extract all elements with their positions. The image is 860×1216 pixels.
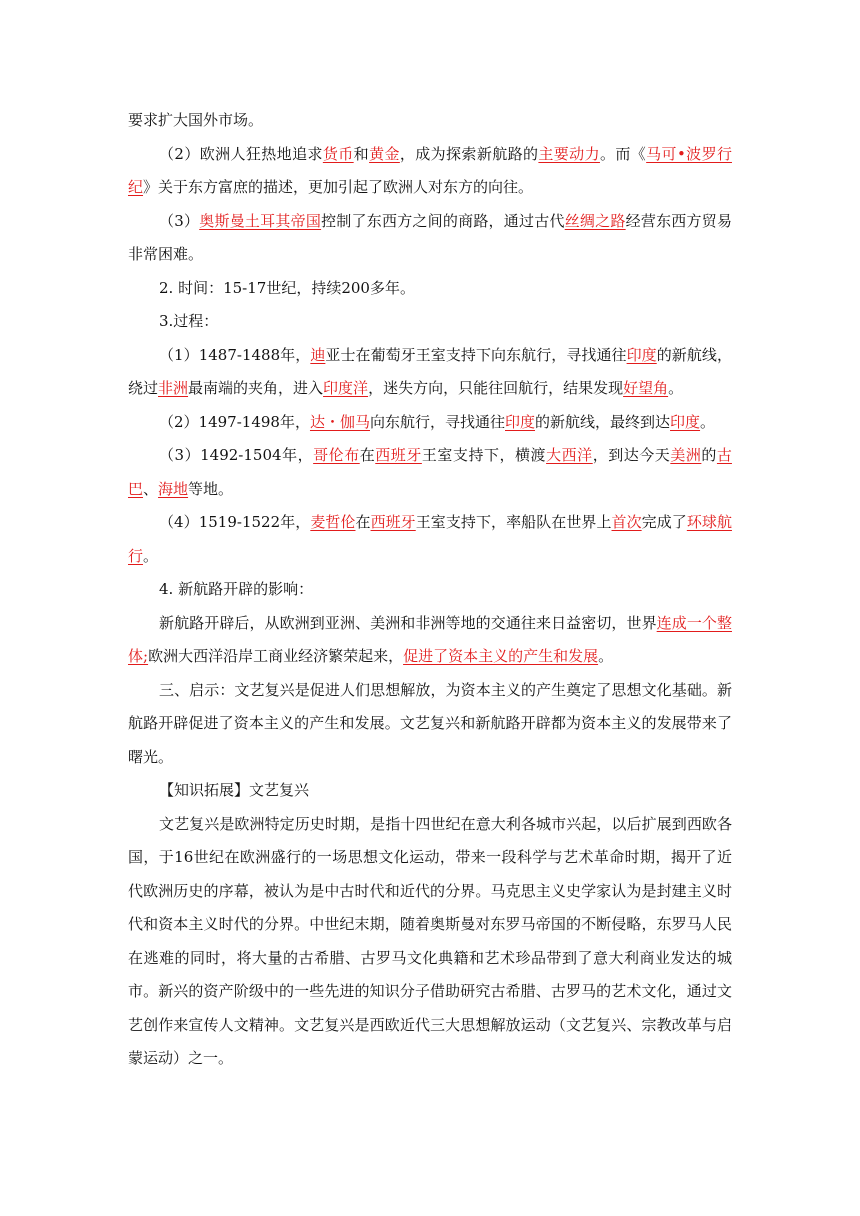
highlighted-term: 印度 — [670, 412, 701, 431]
text-run: 2. 时间：15-17世纪，持续200多年。 — [159, 278, 415, 297]
para-process-1 — [128, 339, 732, 406]
text-run: 要求扩大国外市场。 — [128, 111, 264, 129]
text-run: （1）1487-1488年， — [159, 345, 311, 364]
text-run: 向东航行，寻找通往 — [369, 412, 505, 431]
para-process-heading — [128, 305, 732, 339]
highlighted-term: 货币 — [322, 144, 354, 163]
text-run: ，成为探索新航路的 — [399, 144, 539, 163]
highlighted-term: 麦哲伦 — [310, 513, 356, 531]
document-page — [128, 104, 732, 1076]
text-run: 在 — [355, 513, 371, 531]
para-cause-3 — [128, 205, 732, 272]
highlighted-term: 西班牙 — [370, 513, 416, 531]
text-run: ，迷失方向，只能往回航行，结果发现 — [368, 379, 624, 397]
highlighted-term: 丝绸之路 — [564, 211, 626, 230]
highlighted-term: 海地 — [158, 479, 189, 498]
text-run: 完成了 — [641, 513, 687, 531]
text-run: 新航路开辟后，从欧洲到亚洲、美洲和非洲等地的交通往来日益密切，世界 — [159, 613, 657, 632]
highlighted-term: 达・伽马 — [309, 412, 370, 431]
text-run: 。 — [143, 546, 159, 565]
highlighted-term: 非洲 — [158, 379, 189, 397]
para-inspiration — [128, 674, 732, 775]
text-run: 3.过程： — [159, 312, 219, 330]
highlighted-term: 促进了资本主义的产生和发展 — [403, 647, 599, 665]
text-run: 。 — [668, 379, 684, 397]
para-extension-heading — [128, 774, 732, 808]
text-run: 的新航线，最终到达 — [535, 412, 671, 431]
highlighted-term: 印度洋 — [323, 379, 369, 397]
para-extension — [128, 808, 732, 1076]
text-run: 在 — [359, 446, 376, 464]
para-cause-2 — [128, 138, 732, 205]
highlighted-term: 连成一个整体; — [128, 613, 732, 665]
text-run: （3）1492-1504年， — [159, 446, 314, 464]
text-run: 【知识拓展】文艺复兴 — [159, 781, 310, 799]
text-run: 、 — [143, 479, 159, 498]
para-impact — [128, 607, 732, 674]
text-run: 。 — [700, 412, 716, 431]
highlighted-term: 西班牙 — [375, 446, 422, 464]
para-process-2 — [128, 406, 732, 440]
para-process-3 — [128, 439, 732, 506]
highlighted-term: 古巴 — [128, 446, 732, 498]
highlighted-term: 首次 — [611, 513, 642, 531]
para-time — [128, 272, 732, 306]
text-run: （3） — [159, 211, 200, 230]
text-run: （4）1519-1522年， — [159, 513, 311, 531]
text-run: 最南端的夹角，进入 — [188, 379, 324, 397]
text-run: 和 — [353, 144, 370, 163]
text-run: 》关于东方富庶的描述，更加引起了欧洲人对东方的向往。 — [143, 178, 534, 196]
text-run: 4. 新航路开辟的影响： — [159, 580, 314, 598]
para-market — [128, 104, 732, 138]
highlighted-term: 印度 — [626, 345, 657, 364]
text-run: 。而《 — [599, 144, 647, 163]
text-run: 的 — [701, 446, 717, 464]
highlighted-term: 好望角 — [623, 379, 669, 397]
text-run: （2）1497-1498年， — [159, 412, 310, 431]
text-run: 三、启示：文艺复兴是促进人们思想解放，为资本主义的产生奠定了思想文化基础。新航路开辟促进了资本主义的产生和发展。文艺复兴和新航路开辟都为资本主义的发展带来了曙光。 — [128, 680, 732, 766]
text-run: 等地。 — [188, 479, 234, 498]
highlighted-term: 黄金 — [369, 144, 400, 163]
text-run: ，到达今天 — [592, 446, 671, 464]
text-run: 欧洲大西洋沿岸工商业经济繁荣起来， — [148, 647, 404, 665]
highlighted-term: 主要动力 — [538, 144, 600, 163]
para-process-4 — [128, 506, 732, 573]
text-run: 控制了东西方之间的商路，通过古代 — [321, 211, 565, 230]
highlighted-term: 美洲 — [670, 446, 702, 464]
highlighted-term: 奥斯曼土耳其帝国 — [199, 211, 322, 230]
text-run: 文艺复兴是欧洲特定历史时期，是指十四世纪在意大利各城市兴起，以后扩展到西欧各国，于16世纪在欧洲盛行的一场思想文化运动，带来一段科学与艺术革命时期，揭开了近代欧洲历史的序幕，被认为是中古时代和近代的分界。马克思主义史学家认为是封建主义时代和资本主义时代的分界。中世纪末期，随着奥斯曼对东罗马帝国的不断侵略，东罗马人民在逃难的同时，将大量的古希腊、古罗马文化典籍和艺术珍品带到了意大利商业发达的城市。新兴的资产阶级中的一些先进的知识分子借助研究古希腊、古罗马的艺术文化，通过文艺创作来宣传人文精神。文艺复兴是西欧近代三大思想解放运动（文艺复兴、宗教改革与启蒙运动）之一。 — [128, 814, 732, 1067]
highlighted-term: 印度 — [505, 412, 536, 431]
highlighted-term: 迪 — [310, 345, 326, 364]
text-run: 。 — [598, 647, 614, 665]
highlighted-term: 哥伦布 — [313, 446, 360, 464]
para-impact-heading — [128, 573, 732, 607]
text-run: 王室支持下，横渡 — [421, 446, 547, 464]
text-run: 王室支持下，率船队在世界上 — [415, 513, 612, 531]
highlighted-term: 环球航行 — [128, 513, 732, 565]
highlighted-term: 大西洋 — [546, 446, 593, 464]
highlighted-term: 马可•波罗行纪 — [128, 144, 732, 196]
text-run: （2）欧洲人狂热地追求 — [159, 144, 323, 163]
text-run: 的新航线，绕过 — [128, 345, 732, 397]
text-run: 亚士在葡萄牙王室支持下向东航行，寻找通往 — [325, 345, 627, 364]
text-run: 经营东西方贸易非常困难。 — [128, 211, 732, 263]
